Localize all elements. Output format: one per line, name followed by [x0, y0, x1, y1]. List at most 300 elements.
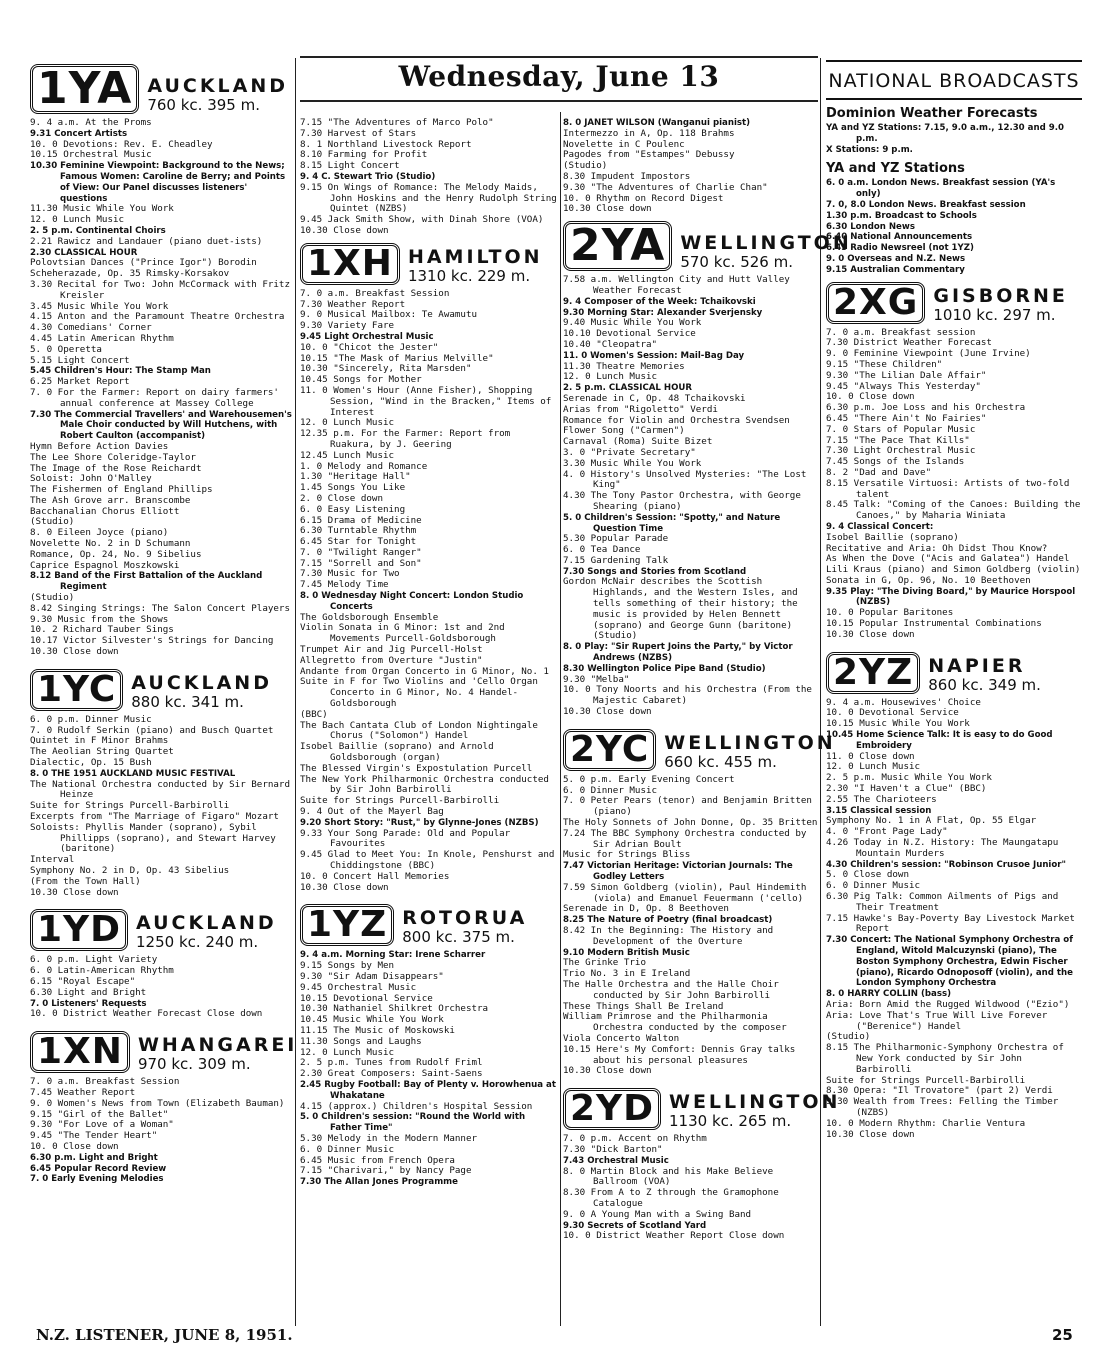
- station-frequency: 800 kc. 375 m.: [402, 928, 515, 947]
- programme-entry: 10. 0 "Chicot the Jester": [300, 341, 439, 353]
- programme-entry: 9.30 Secrets of Scotland Yard: [563, 1220, 707, 1231]
- programme-entry: 2.45 Rugby Football: Bay of Plenty v. Horowhenua at Whakatane: [300, 1079, 556, 1101]
- programme-entry: 7.15 Gardening Talk: [563, 554, 669, 566]
- programme-entry: 6.45 "There Ain't No Fairies": [826, 412, 987, 424]
- programme-entry: 8.45 Talk: "Coming of the Canoes: Building the Canoes," by Maharia Winiata: [826, 499, 1081, 522]
- programme-entry: Symphony No. 2 in D, Op. 43 Sibelius: [30, 865, 230, 876]
- programme-entry: Music for Strings Bliss: [563, 849, 691, 861]
- column-divider: [560, 112, 561, 1326]
- programme-entry: 4.30 The Tony Pastor Orchestra, with George Shearing (piano): [563, 490, 801, 512]
- programme-entry: Recitative and Aria: Oh Didst Thou Know?: [826, 542, 1048, 554]
- programme-entry: 6.40 National Announcements: [826, 232, 973, 243]
- programme-entry: 7.43 Orchestral Music: [563, 1155, 669, 1166]
- station-1yz: [300, 904, 558, 1193]
- column-1: [30, 58, 298, 1190]
- programme-entry: 10.30 "Sincerely, Rita Marsden": [300, 363, 472, 375]
- programme-entry: Novelette No. 2 in D Schumann: [30, 538, 191, 550]
- station-frequency: 860 kc. 349 m.: [928, 675, 1041, 694]
- programme-entry: Lili Kraus (piano) and Simon Goldberg (violin): [826, 564, 1081, 576]
- column-4: [826, 58, 1082, 1145]
- programme-entry: 2. 5 p.m. Continental Choirs: [30, 225, 166, 236]
- programme-entry: Trio No. 3 in E Ireland: [563, 968, 691, 980]
- programme-entry: 12. 0 Lunch Music: [300, 1046, 395, 1058]
- programme-entry: 9. 4 Composer of the Week: Tchaikovski: [563, 296, 756, 307]
- programme-entry: 7.15 Hawke's Bay-Poverty Bay Livestock Market Report: [826, 912, 1075, 935]
- programme-entry: 7. 0 Early Evening Melodies: [30, 1174, 164, 1185]
- station-frequency: 1130 kc. 265 m.: [669, 1112, 792, 1131]
- station-frequency: 1250 kc. 240 m.: [136, 933, 259, 952]
- station-2yc: [563, 728, 836, 1082]
- programme-entry: 10. 0 Close down: [826, 391, 915, 403]
- masthead-bottom-rule: [300, 100, 818, 102]
- programme-entry: 10.10 Devotional Service: [563, 328, 696, 340]
- programme-entry: 6.30 Light and Bright: [30, 986, 147, 998]
- programme-entry: 10. 2 Richard Tauber Sings: [30, 624, 174, 636]
- programme-entry: 7.45 Weather Report: [30, 1086, 136, 1098]
- programme-entry: Scheherazade, Op. 35 Rimsky-Korsakov: [30, 268, 230, 280]
- programme-entry: 6. 0 Dinner Music: [300, 1143, 395, 1155]
- station-info: [669, 1092, 840, 1130]
- programme-entry: 5.45 Children's Hour: The Stamp Man: [30, 366, 211, 377]
- programme-entry: 10. 0 Popular Baritones: [826, 607, 954, 619]
- programme-entry: 7.59 Simon Goldberg (violin), Paul Hindemith (viola) and Emanuel Feuermann ('cello): [563, 881, 807, 904]
- programme-entry: 7.30 District Weather Forecast: [826, 337, 992, 349]
- programme-entry: 6.30 Pig Talk: Common Ailments of Pigs and Their Treatment: [826, 891, 1059, 913]
- station-frequency: 1310 kc. 229 m.: [407, 266, 531, 285]
- programme-entry: 9.45 Jack Smith Show, with Dinah Shore (VOA): [300, 214, 544, 226]
- station-frequency: 660 kc. 455 m.: [664, 752, 777, 771]
- programme-entry: 10.40 "Cleopatra": [563, 338, 658, 350]
- programme-entry: The National Orchestra conducted by Sir Bernard Heinze: [30, 778, 290, 801]
- programme-entry: 9.15 Australian Commentary: [826, 264, 965, 275]
- programme-entry: Soloists: Phyllis Mander (soprano), Sybil Phillipps (soprano), and Stewart Harvey (baritone): [30, 821, 276, 855]
- programme-entry: 2. 5 p.m. CLASSICAL HOUR: [563, 383, 692, 394]
- programme-entry: 10.15 Orchestral Music: [30, 149, 152, 161]
- call-sign: 1YD: [30, 909, 128, 951]
- programme-entry: 4.45 Latin American Rhythm: [30, 332, 174, 344]
- programme-entry: 10. 0 Devotions: Rev. E. Cheadley: [30, 138, 213, 150]
- station-info: [136, 913, 277, 951]
- programme-entry: 5. 0 Children's session: "Round the World with Father Time": [300, 1112, 526, 1134]
- programme-entry: Pagodes from "Estampes" Debussy: [563, 149, 735, 161]
- programme-entry: 5. 0 Children's Session: "Spotty," and Nature Question Time: [563, 512, 781, 534]
- programme-entry: 4. 0 History's Unsolved Mysteries: "The Lost King": [563, 468, 807, 491]
- programme-entry: 9. 4 a.m. Housewives' Choice: [826, 696, 981, 708]
- programme-entry: Novelette in C Poulenc: [563, 138, 685, 150]
- station-banner: [300, 243, 558, 285]
- station-banner: [563, 728, 836, 771]
- station-banner: [826, 282, 1082, 324]
- programme-entry: The Holy Sonnets of John Donne, Op. 35 Britten: [563, 817, 818, 829]
- programme-entry: 8. 0 Martin Block and his Make Believe Ballroom (VOA): [563, 1165, 774, 1188]
- programme-entry: 7.45 Melody Time: [300, 579, 389, 591]
- programme-entry: 9.45 "Always This Yesterday": [826, 380, 981, 392]
- station-city: AUCKLAND: [136, 912, 277, 935]
- call-sign: 1YC: [30, 669, 123, 711]
- programme-entry: 9.30 "Melba": [563, 673, 630, 685]
- programme-entry: 9. 0 Overseas and N.Z. News: [826, 253, 966, 264]
- programme-entry: 4.15 Anton and the Paramount Theatre Orchestra: [30, 311, 285, 323]
- programme-entry: 8. 0 Wednesday Night Concert: London Studio Concerts: [300, 591, 524, 612]
- programme-entry: 10.30 Close down: [826, 1128, 915, 1140]
- station-info: [408, 247, 543, 285]
- column-divider: [295, 58, 296, 1326]
- programme-entry: 8. 1 Northland Livestock Report: [300, 138, 472, 150]
- programme-entry: 6. 0 p.m. Dinner Music: [30, 713, 152, 725]
- programme-entry: 10.30 Close down: [563, 203, 652, 215]
- programme-entry: 2.30 "I Haven't a Clue" (BBC): [826, 783, 987, 795]
- programme-entry: Polovtsian Dances ("Prince Igor") Borodin: [30, 257, 257, 269]
- station-frequency: 880 kc. 341 m.: [131, 692, 244, 711]
- programme-entry: 10. 0 Concert Hall Memories: [300, 870, 450, 882]
- programme-entry: As When the Dove ("Acis and Galatea") Handel: [826, 553, 1070, 565]
- programme-entry: 10.30 Nathaniel Shilkret Orchestra: [300, 1003, 489, 1015]
- programme-entry: 2.30 Great Composers: Saint-Saens: [300, 1068, 483, 1080]
- programme-entry: 7. 0 Stars of Popular Music: [826, 423, 976, 435]
- station-1ya: [30, 64, 292, 663]
- programme-entry: 5. 0 Operetta: [30, 343, 102, 355]
- station-frequency: 570 kc. 526 m.: [680, 253, 793, 272]
- programme-entry: 6.30 p.m. Light and Bright: [30, 1152, 158, 1163]
- programme-entry: 9.30 "For Love of a Woman": [30, 1119, 174, 1131]
- station-info: [402, 908, 527, 946]
- programme-entry: 9.31 Concert Artists: [30, 128, 128, 139]
- programme-entry: The Goldsborough Ensemble: [300, 611, 439, 623]
- programme-entry: (Studio): [563, 160, 608, 172]
- programme-entry: 10. 0 Close down: [30, 1140, 119, 1152]
- column-3: [563, 118, 852, 1247]
- programme-entry: 9. 4 Classical Concert:: [826, 521, 934, 532]
- programme-entry: 12. 0 Lunch Music: [300, 417, 395, 429]
- programme-entry: 10.17 Victor Silvester's Strings for Dancing: [30, 635, 274, 647]
- programme-entry: Serenade in C, Op. 48 Tchaikovski: [563, 392, 746, 404]
- programme-entry: 7. 0 Listeners' Requests: [30, 998, 147, 1009]
- programme-entry: 12.45 Lunch Music: [300, 449, 395, 461]
- programme-entry: 7.24 The BBC Symphony Orchestra conducted by Sir Adrian Boult: [563, 827, 807, 850]
- column-3-continuation: [563, 118, 818, 215]
- programme-entry: X Stations: 9 p.m.: [826, 144, 913, 155]
- station-1xh: [300, 243, 558, 899]
- spacer: [563, 718, 818, 723]
- programme-entry: 6.25 Market Report: [30, 376, 130, 388]
- call-sign: 2XG: [826, 282, 925, 324]
- programme-entry: 9.30 "Sir Adam Disappears": [300, 970, 444, 982]
- dominion-weather: [826, 106, 1082, 155]
- programme-entry: 8.25 The Nature of Poetry (final broadcast): [563, 915, 773, 926]
- station-city: WELLINGTON: [664, 731, 836, 754]
- spacer: [563, 1242, 818, 1247]
- programme-entry: The Blessed Virgin's Expostulation Purcell: [300, 762, 533, 774]
- station-city: AUCKLAND: [147, 75, 289, 97]
- programme-entry: 8.10 Farming for Profit: [300, 149, 428, 161]
- programme-entry: 7.30 Harvest of Stars: [300, 127, 417, 139]
- programme-entry: 6.30 Turntable Rhythm: [300, 525, 417, 537]
- station-banner: [563, 220, 852, 272]
- station-info: [138, 1035, 297, 1073]
- programme-entry: 6.30 p.m. Joe Loss and his Orchestra: [826, 402, 1026, 414]
- station-city: HAMILTON: [407, 245, 543, 268]
- programme-entry: Bacchanalian Chorus Elliott: [30, 505, 180, 517]
- programme-entry: 8.15 Versatile Virtuosi: Artists of two-fold talent: [826, 477, 1070, 500]
- programme-entry: 12. 0 Lunch Music: [826, 761, 921, 773]
- programme-entry: 9. 4 a.m. Morning Star: Irene Scharrer: [300, 950, 486, 961]
- programme-entry: 8. 0 HARRY COLLIN (bass): [826, 989, 952, 1000]
- programme-entry: 8.15 The Philharmonic-Symphony Orchestra of New York conducted by Sir John Barbirolli: [826, 1042, 1064, 1075]
- programme-entry: (Studio): [826, 1031, 871, 1043]
- programme-entry: Viola Concerto Walton: [563, 1032, 680, 1044]
- programme-entry: Intermezzo in A, Op. 118 Brahms: [563, 127, 735, 139]
- station-banner: [30, 64, 292, 114]
- spacer: [30, 658, 292, 663]
- programme-entry: 8.42 In the Beginning: The History and Development of the Overture: [563, 925, 774, 947]
- programme-entry: 7. 0 Rudolf Serkin (piano) and Busch Quartet: [30, 724, 274, 736]
- programme-entry: 5. 0 Close down: [826, 869, 909, 881]
- programme-entry: Suite for Strings Purcell-Barbirolli: [300, 795, 500, 807]
- call-sign: 2YZ: [826, 652, 920, 694]
- programme-entry: 9.15 "Girl of the Ballet": [30, 1108, 169, 1120]
- programme-entry: 4.30 Children's session: "Robinson Crusoe Junior": [826, 859, 1066, 870]
- station-1yc: [30, 669, 292, 904]
- programme-entry: 9.15 On Wings of Romance: The Melody Maids, John Hoskins and the Henry Rudolph String Quintet (NZBS): [300, 181, 557, 215]
- station-city: AUCKLAND: [131, 671, 272, 694]
- programme-entry: The Fishermen of England Phillips: [30, 484, 213, 496]
- programme-entry: 8. 0 THE 1951 AUCKLAND MUSIC FESTIVAL: [30, 768, 236, 779]
- programme-entry: 11.30 Music While You Work: [30, 203, 174, 215]
- programme-entry: The Halle Orchestra and the Halle Choir conducted by Sir John Barbirolli: [563, 978, 779, 1001]
- programme-entry: 9.30 Morning Star: Alexander Sverjensky: [563, 307, 763, 318]
- programme-entry: Isobel Baillie (soprano) and Arnold Goldsborough (organ): [300, 741, 494, 764]
- programme-entry: 7.30 Concert: The National Symphony Orchestra of England, Witold Malcuzynski (piano), The Boston Symphony Orchestra, Edwin Fischer (piano), Ricardo Odnoposoff (violin), and the London Symphony Orchestra: [826, 935, 1073, 989]
- programme-entry: 11.30 Songs and Laughs: [300, 1035, 422, 1047]
- programme-entry: 9.30 Variety Fare: [300, 320, 395, 332]
- programme-entry: 7.30 The Commercial Travellers' and Warehousemen's Male Choir conducted by Will Hutchens, with Robert Caulton (accompanist): [30, 409, 292, 442]
- station-frequency: 1010 kc. 297 m.: [933, 305, 1056, 324]
- programme-entry: The Image of the Rose Reichardt: [30, 462, 202, 474]
- spacer: [563, 1077, 818, 1082]
- section-heading: YA and YZ Stations: [826, 161, 965, 177]
- programme-entry: The Grinke Trio: [563, 957, 646, 969]
- programme-entry: 6. 0 Easy Listening: [300, 503, 406, 515]
- programme-entry: 5.15 Light Concert: [30, 354, 130, 366]
- programme-entry: 8.30 Wellington Police Pipe Band (Studio): [563, 663, 766, 674]
- programme-entry: 6. 0 a.m. London News. Breakfast session (YA's only): [826, 178, 1056, 200]
- programme-entry: 5.30 Popular Parade: [563, 533, 669, 545]
- programme-entry: 10. 0 Tony Noorts and his Orchestra (From the Majestic Cabaret): [563, 684, 812, 707]
- programme-entry: 10.15 Music While You Work: [826, 718, 970, 730]
- programme-entry: Dialectic, Op. 15 Bush: [30, 757, 152, 769]
- station-city: WELLINGTON: [680, 232, 852, 255]
- programme-entry: 9.40 Music While You Work: [563, 317, 702, 329]
- station-city: GISBORNE: [933, 284, 1068, 307]
- station-city: NAPIER: [928, 654, 1026, 677]
- programme-entry: 10. 0 District Weather Forecast Close down: [30, 1008, 263, 1020]
- spacer: [826, 641, 1082, 646]
- station-city: ROTORUA: [402, 907, 528, 930]
- programme-entry: Gordon McNair describes the Scottish Highlands, and the Western Isles, and tells something of their history; the music is provided by Helen Bennett (soprano) and George Gunn (baritone) (Studio): [563, 576, 798, 642]
- spacer: [826, 1140, 1082, 1145]
- programme-entry: The New York Philharmonic Orchestra conducted by Sir John Barbirolli: [300, 773, 549, 796]
- programme-entry: 6.45 Star for Tonight: [300, 536, 417, 548]
- programme-entry: 6. 0 Tea Dance: [563, 544, 641, 556]
- station-city: WHANGAREI: [137, 1034, 298, 1057]
- programme-entry: 8.30 From A to Z through the Gramophone Catalogue: [563, 1187, 779, 1209]
- masthead-date: Wednesday, June 13: [398, 60, 720, 93]
- programme-entry: 3. 0 "Private Secretary": [563, 446, 696, 458]
- station-info: [928, 656, 1041, 694]
- programme-entry: 6. 0 Latin-American Rhythm: [30, 965, 174, 977]
- programme-entry: 10.45 Songs for Mother: [300, 374, 422, 386]
- station-banner: [30, 1031, 298, 1074]
- programme-entry: Caprice Espagnol Moszkowski: [30, 559, 180, 571]
- programme-entry: 10.15 Popular Instrumental Combinations: [826, 618, 1042, 630]
- section-heading: Dominion Weather Forecasts: [826, 106, 1038, 121]
- programme-entry: 9.20 Short Story: "Rust," by Glynne-Jones (NZBS): [300, 817, 539, 828]
- spacer: [300, 1188, 558, 1193]
- programme-entry: 10.30 Close down: [826, 628, 915, 640]
- programme-entry: Interval: [30, 854, 75, 866]
- programme-entry: (From the Town Hall): [30, 875, 141, 887]
- programme-entry: Allegretto from Overture "Justin": [300, 654, 483, 666]
- programme-entry: 8. 0 JANET WILSON (Wanganui pianist): [563, 118, 751, 128]
- programme-entry: 8. 0 Play: "Sir Rupert Joins the Party," by Victor Andrews (NZBS): [563, 642, 793, 664]
- programme-entry: 7.15 "The Adventures of Marco Polo": [300, 117, 494, 128]
- programme-entry: 10.30 Close down: [563, 1065, 652, 1077]
- programme-entry: Symphony No. 1 in A Flat, Op. 55 Elgar: [826, 815, 1037, 827]
- programme-entry: 1.30 p.m. Broadcast to Schools: [826, 210, 977, 221]
- programme-entry: Sonata in G, Op. 96, No. 10 Beethoven: [826, 574, 1031, 586]
- programme-entry: 6. 0 Dinner Music: [563, 784, 658, 796]
- programme-entry: 10.30 Close down: [300, 224, 389, 236]
- programme-entry: 1.30 "Heritage Hall": [300, 471, 411, 483]
- station-banner: [30, 669, 292, 711]
- call-sign: 2YC: [563, 729, 656, 771]
- station-2yd: [563, 1088, 841, 1247]
- programme-entry: 9.45 Light Orchestral Music: [300, 331, 434, 342]
- programme-entry: Hymn Before Action Davies: [30, 440, 169, 452]
- programme-entry: 2. 5 p.m. Music While You Work: [826, 772, 992, 784]
- spacer: [30, 1185, 292, 1190]
- programme-entry: 10.30 Close down: [300, 881, 389, 893]
- programme-entry: 7. 0 a.m. Breakfast session: [826, 326, 976, 338]
- station-banner: [30, 909, 292, 951]
- programme-entry: Quintet in F Minor Brahms: [30, 735, 169, 747]
- programme-entry: 9.45 Glad to Meet You: In Knole, Penshurst and Chiddingstone (BBC): [300, 849, 555, 871]
- station-frequency: 970 kc. 309 m.: [137, 1055, 251, 1074]
- station-2xg: [826, 282, 1082, 646]
- programme-entry: 4.26 Today in N.Z. History: The Maungatapu Mountain Murders: [826, 837, 1059, 859]
- programme-entry: 12. 0 Lunch Music: [30, 214, 125, 226]
- programme-entry: 9.30 "The Adventures of Charlie Chan": [563, 181, 768, 193]
- station-banner: [826, 652, 1082, 694]
- programme-entry: 10.30 Close down: [563, 706, 652, 718]
- programme-entry: 7.30 Weather Report: [300, 298, 406, 310]
- programme-entry: Trumpet Air and Jig Purcell-Holst: [300, 644, 483, 656]
- programme-entry: 2. 0 Close down: [300, 492, 383, 504]
- station-banner: [300, 904, 558, 946]
- programme-entry: 6.15 "Royal Escape": [30, 975, 136, 987]
- programme-entry: 8. 2 "Dad and Dave": [826, 466, 932, 478]
- programme-entry: 10. 0 Modern Rhythm: Charlie Ventura: [826, 1117, 1026, 1129]
- programme-entry: 9.10 Modern British Music: [563, 947, 690, 958]
- station-info: [131, 673, 272, 711]
- programme-entry: 3.15 Classical session: [826, 805, 932, 816]
- programme-entry: Aria: Love That's True Will Live Forever ("Berenice") Handel: [826, 1009, 1048, 1032]
- column-2: [300, 118, 558, 1193]
- programme-entry: 9.15 Songs by Men: [300, 960, 395, 972]
- programme-entry: 12.35 p.m. For the Farmer: Report from Ruakura, by J. Geering: [300, 428, 511, 450]
- spacer: [30, 898, 292, 903]
- call-sign: 1XH: [300, 243, 400, 285]
- programme-entry: 10. 0 Devotional Service: [826, 707, 959, 719]
- programme-entry: 11. 0 Close down: [826, 750, 915, 762]
- column-2-continuation: [300, 118, 558, 237]
- programme-entry: 8.30 Impudent Impostors: [563, 170, 691, 182]
- programme-entry: Flower Song ("Carmen"): [563, 425, 685, 437]
- programme-entry: Arias from "Rigoletto" Verdi: [563, 403, 718, 415]
- programme-entry: Romance for Violin and Orchestra Svendsen: [563, 414, 790, 426]
- programme-entry: 2.30 CLASSICAL HOUR: [30, 247, 138, 258]
- programme-entry: Carnaval (Roma) Suite Bizet: [563, 436, 713, 448]
- programme-entry: 6.45 Radio Newsreel (not 1YZ): [826, 243, 974, 254]
- programme-entry: 7.15 "Sorrell and Son": [300, 557, 422, 569]
- station-banner: [563, 1088, 841, 1131]
- programme-entry: 8.15 Light Concert: [300, 160, 400, 172]
- programme-entry: 10.15 Devotional Service: [300, 992, 433, 1004]
- call-sign: 1XN: [30, 1031, 130, 1073]
- programme-entry: 7.30 Songs and Stories from Scotland: [563, 566, 747, 577]
- programme-entry: The Bach Cantata Club of London Nightingale Chorus ("Solomon") Handel: [300, 719, 538, 742]
- spacer: [30, 1020, 292, 1025]
- station-1yd: [30, 909, 292, 1025]
- programme-entry: 7. 0 p.m. Accent on Rhythm: [563, 1133, 707, 1145]
- programme-entry: 9.45 Orchestral Music: [300, 981, 417, 993]
- programme-entry: Soloist: John O'Malley: [30, 473, 152, 485]
- programme-entry: 9.30 Wealth from Trees: Felling the Timber (NZBS): [826, 1096, 1059, 1118]
- programme-entry: 10. 0 District Weather Report Close down: [563, 1230, 785, 1242]
- programme-entry: 10. 0 Rhythm on Record Digest: [563, 192, 724, 204]
- programme-entry: 3.30 Music While You Work: [563, 457, 702, 469]
- programme-entry: 10.30 Close down: [30, 646, 119, 658]
- programme-entry: 6.45 Music from French Opera: [300, 1154, 455, 1166]
- programme-entry: 6.30 London News: [826, 221, 915, 232]
- station-1xn: [30, 1031, 298, 1190]
- programme-entry: 1. 0 Melody and Romance: [300, 460, 428, 472]
- programme-entry: These Things Shall Be Ireland: [563, 1000, 724, 1012]
- programme-entry: 7.58 a.m. Wellington City and Hutt Valley Weather Forecast: [563, 274, 790, 296]
- programme-entry: 11. 0 Women's Hour (Anne Fisher), Shopping Session, "Wind in the Bracken," Items of Interest: [300, 384, 552, 418]
- programme-entry: The Ash Grove arr. Branscombe: [30, 494, 191, 506]
- programme-entry: 10.30 Feminine Viewpoint: Background to the News; Famous Women: Caroline de Berry; and Points of View: Our Panel discusses listeners' questions: [30, 161, 286, 204]
- national-broadcasts-title: NATIONAL BROADCASTS: [826, 60, 1082, 100]
- programme-entry: 10.15 "The Mask of Marius Melville": [300, 352, 494, 364]
- programme-entry: 2.55 The Charioteers: [826, 793, 937, 805]
- programme-entry: 8.42 Singing Strings: The Salon Concert Players: [30, 602, 290, 614]
- programme-entry: 9. 4 a.m. At the Proms: [30, 117, 152, 128]
- programme-entry: 3.45 Music While You Work: [30, 300, 169, 312]
- programme-entry: 8. 0 Eileen Joyce (piano): [30, 527, 169, 539]
- programme-entry: Andante from Organ Concerto in G Minor, No. 1: [300, 665, 549, 677]
- programme-entry: 9.30 "The Lilian Dale Affair": [826, 369, 987, 381]
- masthead-top-rule: [300, 56, 818, 58]
- programme-entry: 11.30 Theatre Memories: [563, 360, 685, 372]
- programme-entry: 7.45 Songs of the Islands: [826, 456, 965, 468]
- programme-entry: 8.12 Band of the First Battalion of the Auckland Regiment: [30, 571, 263, 593]
- programme-entry: 10.45 Home Science Talk: It is easy to do Good Embroidery: [826, 730, 1053, 751]
- programme-entry: 6. 0 p.m. Light Variety: [30, 954, 158, 966]
- programme-entry: 7. 0 a.m. Breakfast Session: [300, 287, 450, 299]
- programme-entry: 11. 0 Women's Session: Mail-Bag Day: [563, 350, 745, 361]
- ya-yz-stations: [826, 161, 1082, 275]
